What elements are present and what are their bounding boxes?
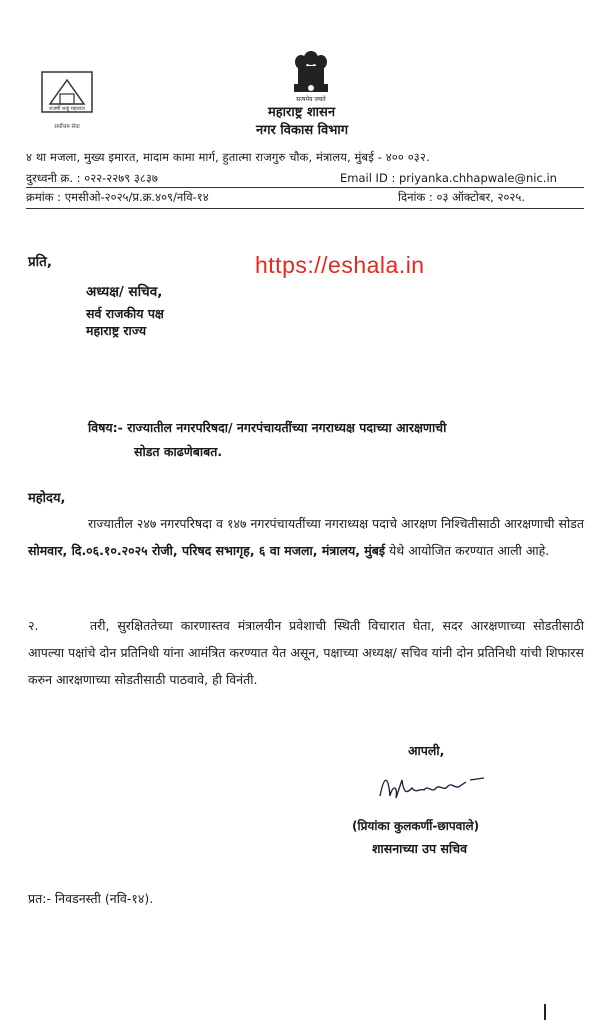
logo-text: राजर्षी शाहू महाराज [49, 106, 85, 112]
to-label: प्रति, [28, 254, 53, 270]
letter-date: दिनांक : ०३ ऑक्टोबर, २०२५. [398, 190, 526, 204]
paragraph-1 [28, 510, 584, 564]
recipient-org: सर्व राजकीय पक्ष [86, 306, 164, 321]
closing: आपली, [408, 743, 445, 758]
header-divider-bottom [26, 208, 584, 209]
office-address: ४ था मजला, मुख्य इमारत, मादाम कामा मार्ग, हुतात्मा राजगुरु चौक, मंत्रालय, मुंबई - ४०० ०३२. [26, 150, 430, 164]
paragraph-1-text-a: राज्यातील २४७ नगरपरिषदा व १४७ नगरपंचायतींच्या नगराध्यक्ष पदाचे आरक्षण निश्चितीसाठी आरक्षणाची सोडत [88, 516, 584, 531]
signatory-designation: शासनाच्या उप सचिव [372, 841, 468, 856]
watermark-link[interactable]: https://eshala.in [255, 252, 425, 278]
subject-line-2: सोडत काढणेबाबत. [134, 444, 223, 459]
salutation: महोदय, [28, 491, 66, 506]
header-divider [26, 187, 584, 188]
phone-number: दुरध्वनी क्र. : ०२२-२२७९ ३८३७ [26, 171, 158, 185]
national-emblem-icon [288, 48, 334, 104]
logo-motto: सर्वोत्तम सेवा [54, 124, 80, 130]
copy-to: प्रत:- निवडनस्ती (नवि-१४). [28, 891, 154, 906]
paragraph-1-text-b: येथे आयोजित करण्यात आली आहे. [385, 543, 550, 558]
government-name: महाराष्ट्र शासन [268, 105, 336, 120]
page-mark [544, 1004, 546, 1020]
email-address[interactable]: Email ID : priyanka.chhapwale@nic.in [340, 171, 557, 185]
paragraph-2 [28, 612, 584, 693]
signatory-name: (प्रियांका कुलकर्णी-छापवाले) [352, 819, 480, 833]
recipient-state: महाराष्ट्र राज्य [86, 323, 147, 338]
paragraph-1-bold: सोमवार, दि.०६.१०.२०२५ रोजी, परिषद सभागृह, ६ वा मजला, मंत्रालय, मुंबई [28, 543, 386, 558]
signature-text: Chhapwale [374, 766, 380, 767]
department-name: नगर विकास विभाग [256, 123, 349, 138]
subject-line-1: विषय:- राज्यातील नगरपरिषदा/ नगरपंचायतींच्या नगराध्यक्ष पदाच्या आरक्षणाची [88, 420, 447, 435]
emblem-motto: सत्यमेव जयते [296, 96, 326, 103]
paragraph-2-text: तरी, सुरक्षिततेच्या कारणास्तव मंत्रालयीन प्रवेशाची स्थिती विचारात घेता, सदर आरक्षणाच्या सोडतीसाठी आपल्या पक्षांचे दोन प्रतिनिधी यांना आमंत्रित करण्यात येत असून, पक्षाच्या अध्यक्ष/ सचिव यांनी दोन प्रतिनिधी यांची शिफारस करुन आरक्षणाच्या सोडतीसाठी पाठवावे, ही विनंती. [28, 618, 584, 687]
department-logo [40, 70, 94, 136]
recipient-title: अध्यक्ष/ सचिव, [86, 284, 163, 300]
signature [374, 766, 514, 806]
paragraph-2-number: २. [28, 618, 39, 633]
reference-number: क्रमांक : एमसीओ-२०२५/प्र.क्र.४०९/नवि-१४ [26, 190, 209, 204]
